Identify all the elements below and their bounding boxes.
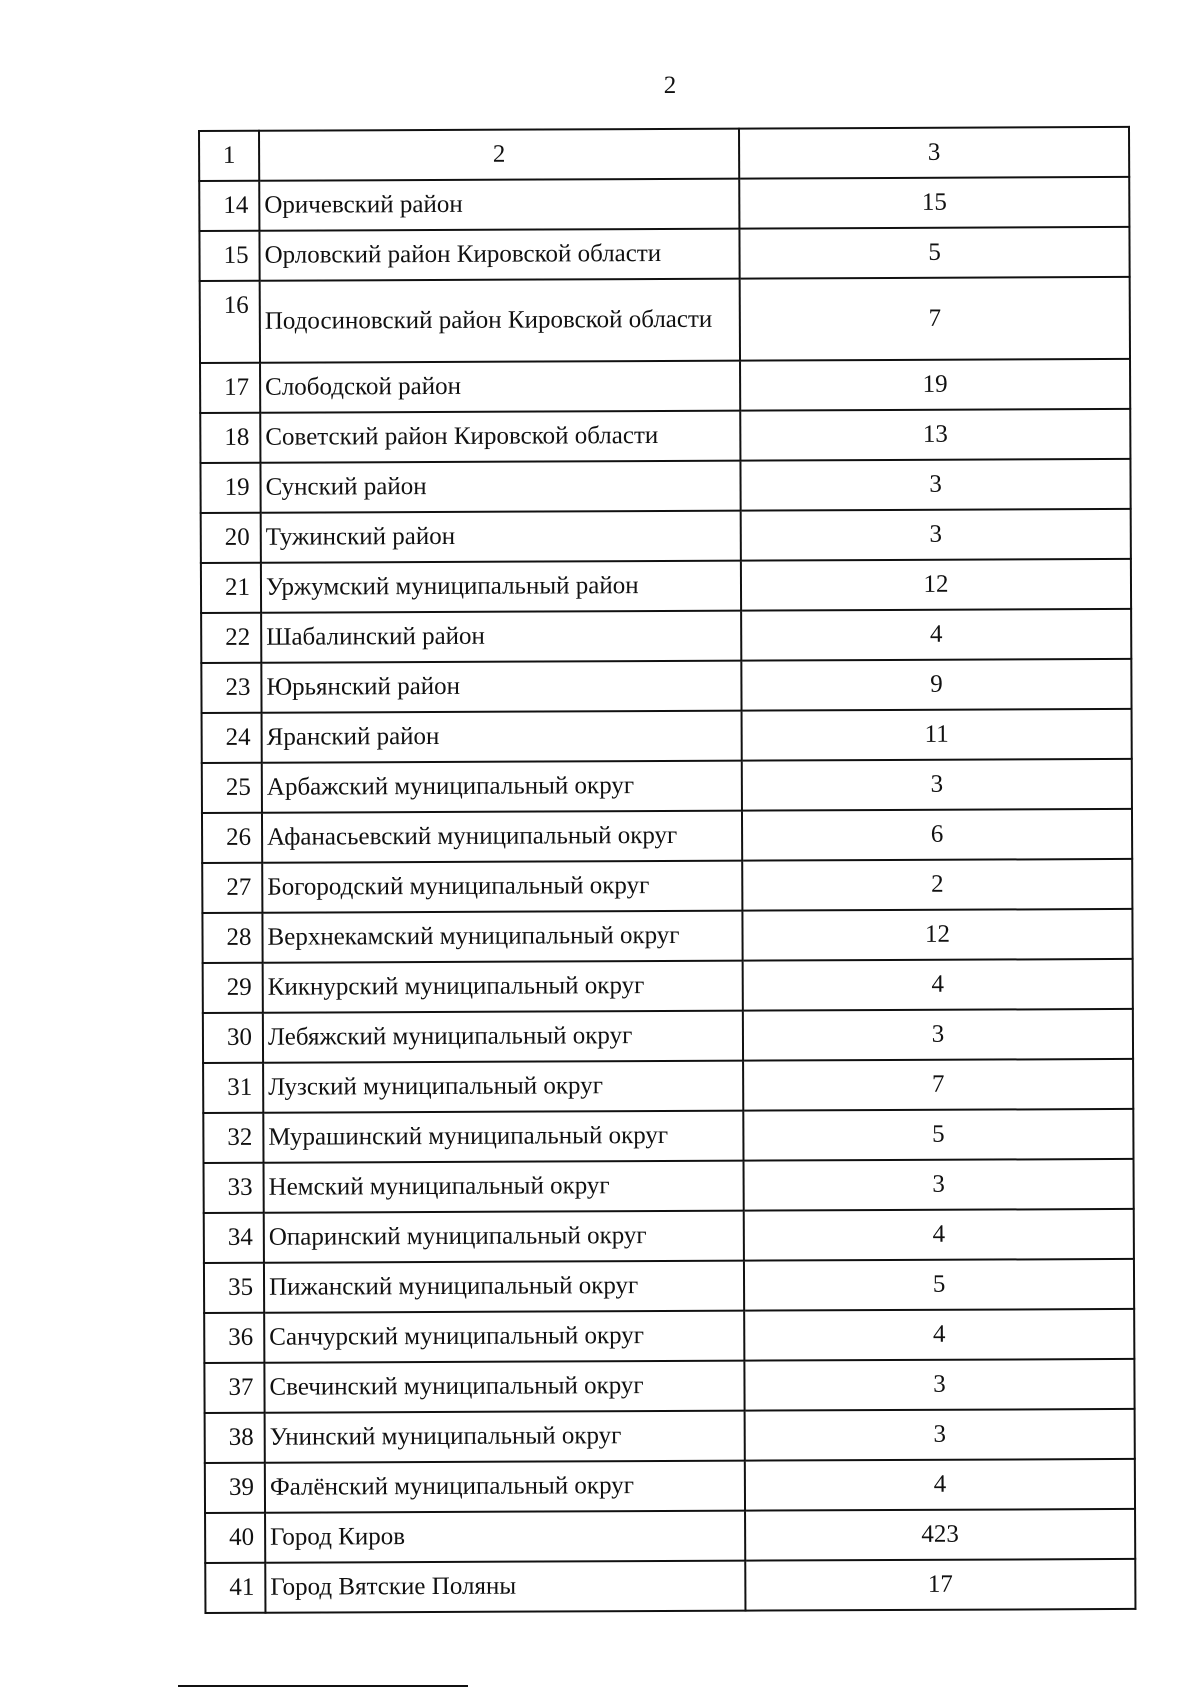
row-number: 21 xyxy=(201,563,261,613)
table-row xyxy=(204,1309,1134,1363)
row-name: Оричевский район xyxy=(259,179,739,231)
row-value: 5 xyxy=(744,1259,1134,1311)
table-row xyxy=(205,1559,1135,1613)
table-row xyxy=(202,859,1132,913)
row-number: 23 xyxy=(201,663,261,713)
table-row xyxy=(201,609,1131,663)
table-header-row xyxy=(199,127,1129,181)
table-row xyxy=(200,409,1130,463)
table-row xyxy=(200,459,1130,513)
row-value: 4 xyxy=(741,609,1131,661)
row-value: 5 xyxy=(743,1109,1133,1161)
table-row xyxy=(204,1159,1134,1213)
table-row xyxy=(204,1209,1134,1263)
row-name: Уржумский муниципальный район xyxy=(261,561,741,613)
row-number: 20 xyxy=(201,513,261,563)
row-name: Санчурский муниципальный округ xyxy=(264,1311,744,1363)
row-number: 38 xyxy=(205,1413,265,1463)
table-row xyxy=(203,1009,1133,1063)
row-value: 13 xyxy=(740,409,1130,461)
table-row xyxy=(205,1409,1135,1463)
footer-rule xyxy=(178,1685,468,1687)
table-row xyxy=(200,359,1130,413)
row-name: Яранский район xyxy=(262,711,742,763)
row-number: 22 xyxy=(201,613,261,663)
row-value: 3 xyxy=(745,1409,1135,1461)
row-value: 3 xyxy=(743,1009,1133,1061)
row-number: 19 xyxy=(200,463,260,513)
row-name: Лебяжский муниципальный округ xyxy=(263,1011,743,1063)
row-name: Город Вятские Поляны xyxy=(265,1561,745,1613)
header-col-2: 2 xyxy=(259,129,739,181)
row-value: 2 xyxy=(742,859,1132,911)
table-row xyxy=(201,659,1131,713)
table-row xyxy=(199,177,1129,231)
table-row xyxy=(205,1459,1135,1513)
row-name: Орловский район Кировской области xyxy=(259,229,739,281)
table-row xyxy=(203,959,1133,1013)
row-number: 31 xyxy=(203,1063,263,1113)
row-name: Тужинский район xyxy=(261,511,741,563)
row-number: 32 xyxy=(203,1113,263,1163)
row-name: Лузский муниципальный округ xyxy=(263,1061,743,1113)
row-number: 15 xyxy=(199,231,259,281)
row-value: 19 xyxy=(740,359,1130,411)
row-value: 17 xyxy=(745,1559,1135,1611)
row-value: 3 xyxy=(744,1359,1134,1411)
row-number: 26 xyxy=(202,813,262,863)
row-number: 27 xyxy=(202,863,262,913)
row-name: Свечинский муниципальный округ xyxy=(264,1361,744,1413)
header-col-1: 1 xyxy=(199,131,259,181)
row-number: 33 xyxy=(204,1163,264,1213)
row-name: Фалёнский муниципальный округ xyxy=(265,1461,745,1513)
table-row xyxy=(202,709,1132,763)
header-col-3: 3 xyxy=(739,127,1129,179)
row-name: Унинский муниципальный округ xyxy=(265,1411,745,1463)
row-value: 3 xyxy=(740,459,1130,511)
row-number: 35 xyxy=(204,1263,264,1313)
table-row xyxy=(201,509,1131,563)
table-row xyxy=(202,759,1132,813)
municipalities-table xyxy=(198,126,1136,1614)
row-number: 36 xyxy=(204,1313,264,1363)
row-value: 4 xyxy=(743,959,1133,1011)
row-name: Немский муниципальный округ xyxy=(264,1161,744,1213)
row-number: 29 xyxy=(203,963,263,1013)
row-number: 39 xyxy=(205,1463,265,1513)
row-value: 15 xyxy=(739,177,1129,229)
row-number: 14 xyxy=(199,181,259,231)
row-name: Богородский муниципальный округ xyxy=(262,861,742,913)
row-value: 9 xyxy=(741,659,1131,711)
row-name: Советский район Кировской области xyxy=(260,411,740,463)
row-value: 7 xyxy=(740,277,1130,361)
row-value: 12 xyxy=(742,909,1132,961)
table-row xyxy=(202,909,1132,963)
page-number: 2 xyxy=(663,72,677,99)
row-number: 18 xyxy=(200,413,260,463)
table-row xyxy=(204,1259,1134,1313)
table-row xyxy=(203,1109,1133,1163)
row-value: 11 xyxy=(742,709,1132,761)
row-number: 34 xyxy=(204,1213,264,1263)
row-name: Сунский район xyxy=(260,461,740,513)
row-value: 12 xyxy=(741,559,1131,611)
row-number: 17 xyxy=(200,363,260,413)
row-number: 28 xyxy=(202,913,262,963)
row-name: Афанасьевский муниципальный округ xyxy=(262,811,742,863)
row-value: 7 xyxy=(743,1059,1133,1111)
row-name: Пижанский муниципальный округ xyxy=(264,1261,744,1313)
row-name: Арбажский муниципальный округ xyxy=(262,761,742,813)
row-value: 6 xyxy=(742,809,1132,861)
row-name: Опаринский муниципальный округ xyxy=(264,1211,744,1263)
table-row xyxy=(205,1509,1135,1563)
table-row xyxy=(201,559,1131,613)
row-number: 24 xyxy=(202,713,262,763)
table-row xyxy=(203,1059,1133,1113)
row-number: 40 xyxy=(205,1513,265,1563)
row-value: 4 xyxy=(744,1209,1134,1261)
row-value: 5 xyxy=(739,227,1129,279)
table-row xyxy=(204,1359,1134,1413)
row-value: 423 xyxy=(745,1509,1135,1561)
row-name: Город Киров xyxy=(265,1511,745,1563)
row-name: Мурашинский муниципальный округ xyxy=(263,1111,743,1163)
row-value: 4 xyxy=(744,1309,1134,1361)
row-number: 41 xyxy=(205,1563,265,1613)
row-value: 3 xyxy=(741,509,1131,561)
row-name: Юрьянский район xyxy=(261,661,741,713)
table-row xyxy=(202,809,1132,863)
row-value: 3 xyxy=(742,759,1132,811)
row-number: 25 xyxy=(202,763,262,813)
row-number: 37 xyxy=(204,1363,264,1413)
row-name: Верхнекамский муниципальный округ xyxy=(262,911,742,963)
row-number: 30 xyxy=(203,1013,263,1063)
row-value: 3 xyxy=(744,1159,1134,1211)
table-row xyxy=(199,227,1129,281)
row-number: 16 xyxy=(200,281,260,363)
row-name: Подосиновский район Кировской области xyxy=(260,279,740,363)
row-name: Слободской район xyxy=(260,361,740,413)
row-value: 4 xyxy=(745,1459,1135,1511)
row-name: Кикнурский муниципальный округ xyxy=(263,961,743,1013)
table-row xyxy=(200,277,1130,363)
row-name: Шабалинский район xyxy=(261,611,741,663)
